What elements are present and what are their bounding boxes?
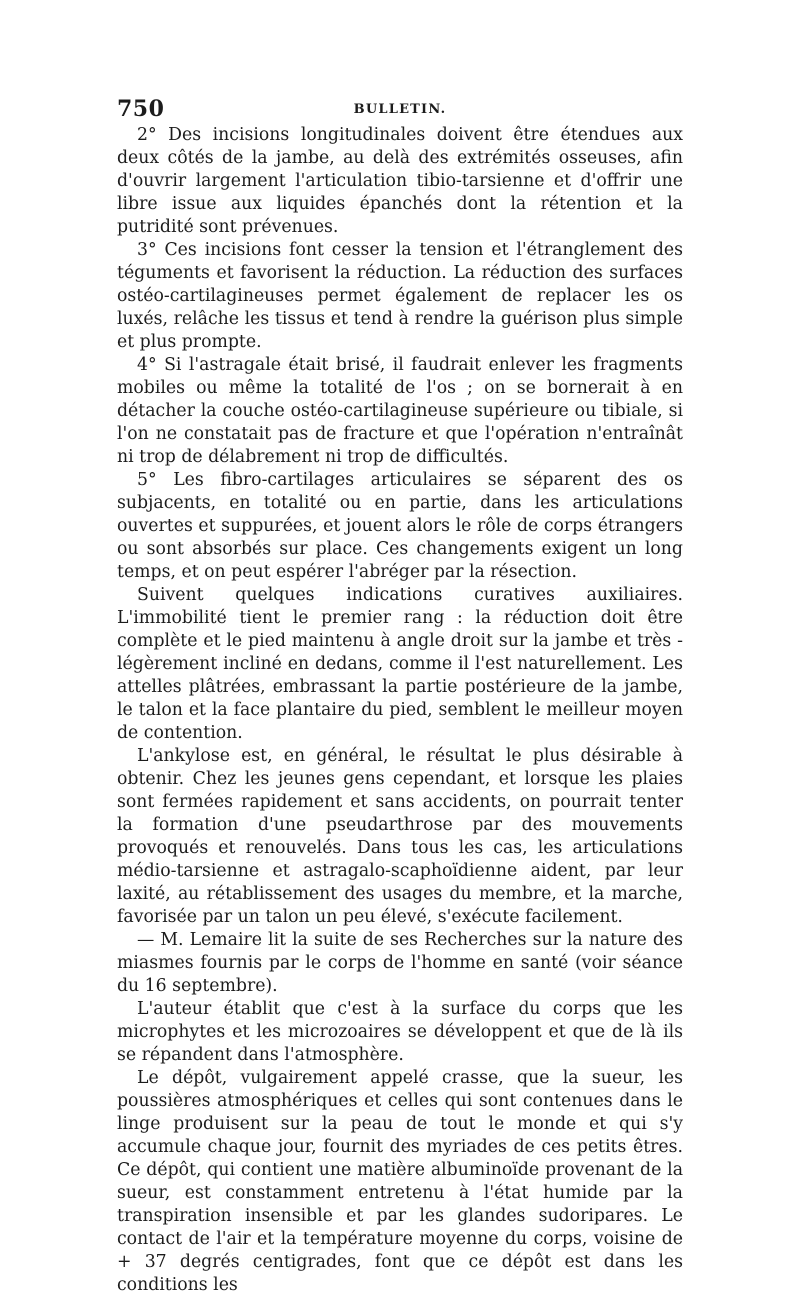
paragraph: L'ankylose est, en général, le résultat le plus désirable à obtenir. Chez les jeunes gens cependant, et lorsque les plaies sont fermées rapidement et sans accidents, on pourrait tenter la formation d'une pseudarthrose par des mouvements provoqués et renouvelés. Dans tous les cas, les articulations médio-tarsienne et astragalo-scaphoïdienne aident, par leur laxité, au rétablissement des usages du membre, et la marche, favorisée par un talon un peu élevé, s'exécute facilement. — [117, 746, 683, 927]
page-header — [117, 96, 683, 126]
paragraph: 3° Ces incisions font cesser la tension et l'étranglement des téguments et favorisent la réduction. La réduction des surfaces ostéo-cartilagineuses permet également de replacer les os luxés, relâche les tissus et tend à rendre la guérison plus simple et plus prompte. — [117, 240, 683, 352]
paragraph: 4° Si l'astragale était brisé, il faudrait enlever les fragments mobiles ou même la totalité de l'os ; on se bornerait à en détacher la couche ostéo-cartilagineuse supérieure ou tibiale, si l'on ne constatait pas de fracture et que l'opération n'entraînât ni trop de délabrement ni trop de difficultés. — [117, 355, 683, 467]
paragraph: L'auteur établit que c'est à la surface du corps que les microphytes et les microzoaires se développent et que de là ils se répandent dans l'atmosphère. — [117, 999, 683, 1065]
paragraph: — M. Lemaire lit la suite de ses Recherches sur la nature des miasmes fournis par le corps de l'homme en santé (voir séance du 16 septembre). — [117, 930, 683, 996]
paragraph: Le dépôt, vulgairement appelé crasse, que la sueur, les poussières atmosphériques et celles qui sont contenues dans le linge produisent sur la peau de tout le monde et qui s'y accumule chaque jour, fournit des myriades de ces petits êtres. Ce dépôt, qui contient une matière albuminoïde provenant de la sueur, est constamment entretenu à l'état humide par la transpiration insensible et par les glandes sudoripares. Le contact de l'air et la température moyenne du corps, voisine de + 37 degrés centigrades, font que ce dépôt est dans les conditions les — [117, 1068, 683, 1295]
paragraph: 5° Les fibro-cartilages articulaires se séparent des os subjacents, en totalité ou en partie, dans les articulations ouvertes et suppurées, et jouent alors le rôle de corps étrangers ou sont absorbés sur place. Ces changements exigent un long temps, et on peut espérer l'abréger par la résection. — [117, 470, 683, 582]
paragraph: Suivent quelques indications curatives auxiliaires. L'immobilité tient le premier rang : la réduction doit être complète et le pied maintenu à angle droit sur la jambe et très -légèrement incliné en dedans, comme il l'est naturellement. Les attelles plâtrées, embrassant la partie postérieure de la jambe, le talon et la face plantaire du pied, semblent le meilleur moyen de contention. — [117, 585, 683, 743]
running-title: BULLETIN. — [353, 102, 447, 117]
paragraph: 2° Des incisions longitudinales doivent être étendues aux deux côtés de la jambe, au delà des extrémités osseuses, afin d'ouvrir largement l'articulation tibio-tarsienne et d'offrir une libre issue aux liquides épanchés dont la rétention et la putridité sont prévenues. — [117, 125, 683, 237]
page-number: 750 — [117, 96, 165, 122]
body-text — [117, 124, 683, 1297]
